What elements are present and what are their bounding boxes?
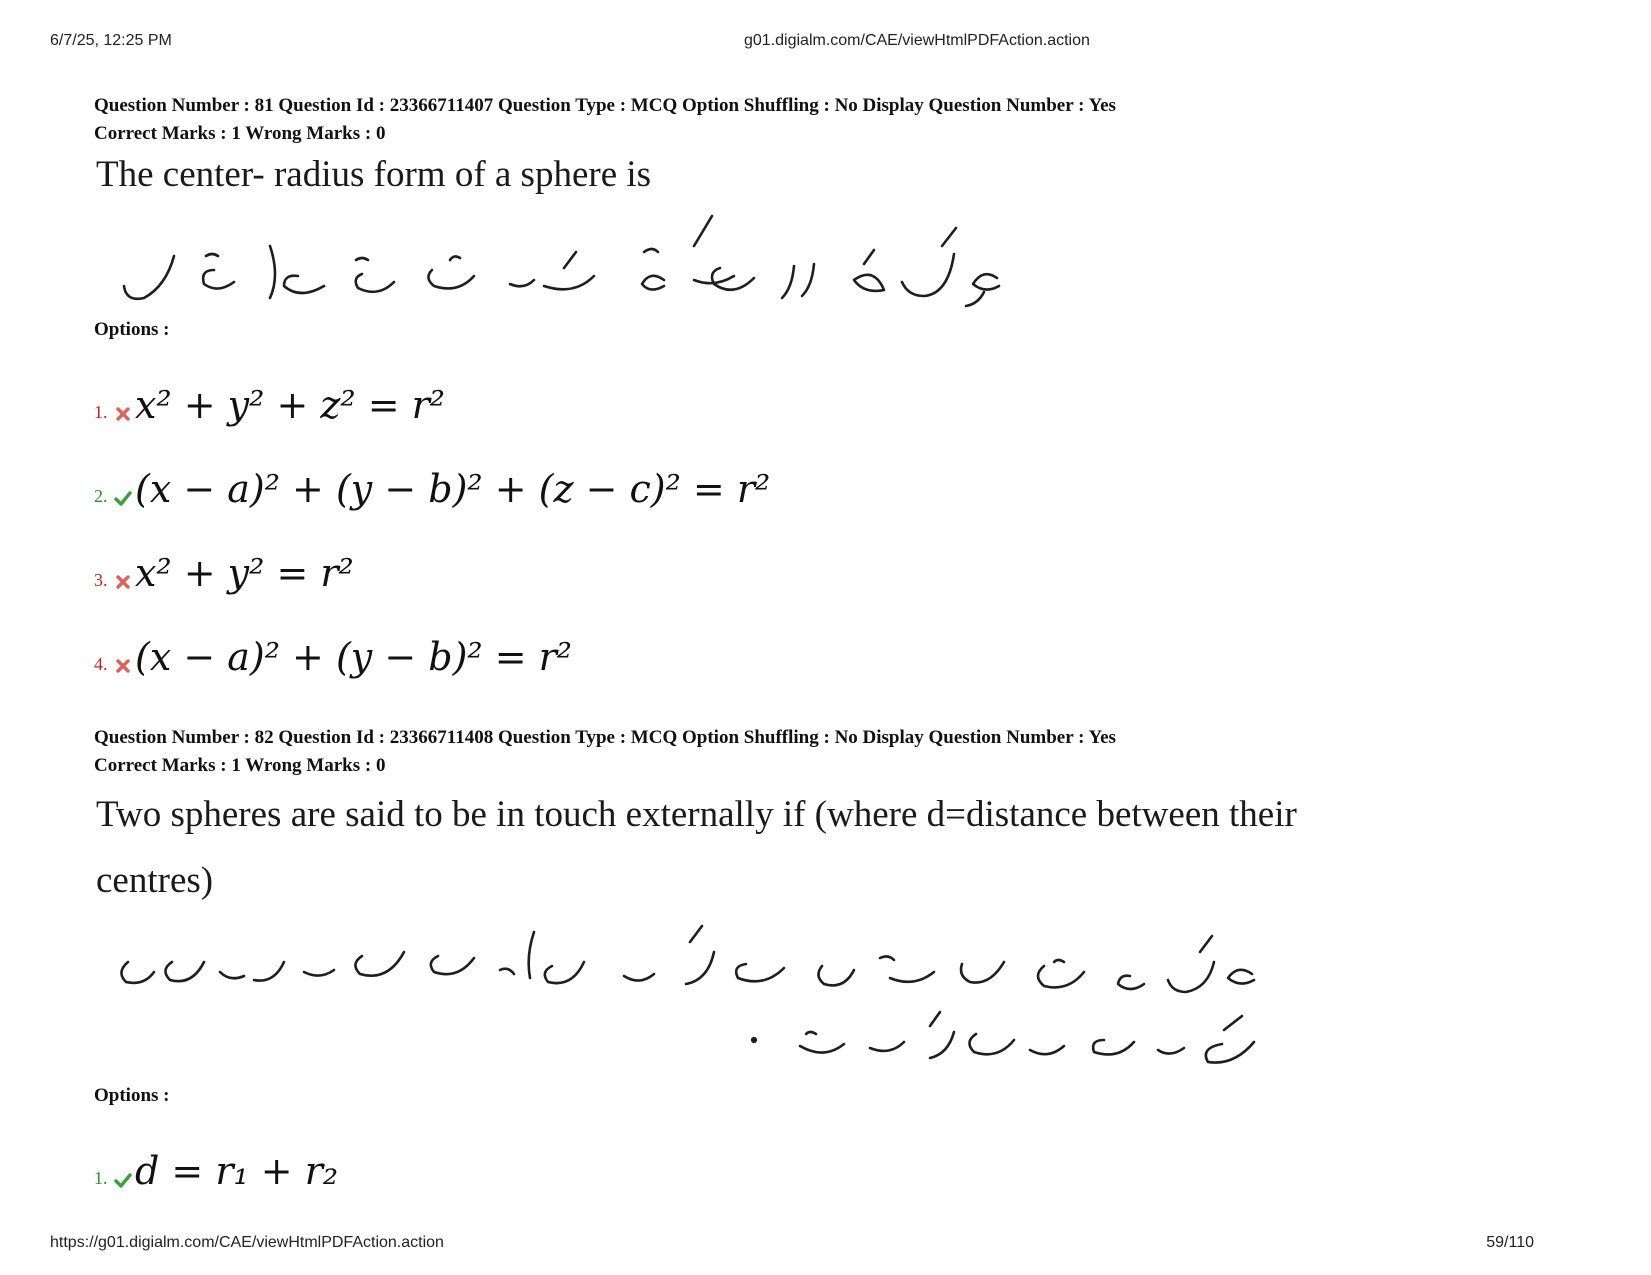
page-number: 59/110 — [1486, 1234, 1534, 1251]
options-label: Options : — [94, 1085, 170, 1106]
option-formula: x² + y² = r² — [135, 551, 354, 595]
question-marks: Correct Marks : 1 Wrong Marks : 0 — [94, 123, 386, 144]
question-meta: Question Number : 82 Question Id : 23366711408 Question Type : MCQ Option Shuffling : No Display Question Number : Yes — [94, 727, 1116, 748]
option-number: 3. — [94, 570, 108, 590]
question-81 — [94, 92, 1514, 680]
option-number: 4. — [94, 654, 108, 674]
question-meta: Question Number : 81 Question Id : 23366711407 Question Type : MCQ Option Shuffling : No Display Question Number : Yes — [94, 95, 1116, 116]
check-icon — [114, 490, 132, 506]
option-formula: (x − a)² + (y − b)² = r² — [135, 635, 573, 679]
cross-icon — [114, 406, 132, 422]
question-82 — [94, 724, 1514, 1194]
footer-url: https://g01.digialm.com/CAE/viewHtmlPDFAction.action — [50, 1234, 444, 1251]
option-number: 1. — [94, 1168, 108, 1188]
question-text — [96, 782, 1514, 914]
cross-icon — [114, 658, 132, 674]
option-1 — [94, 344, 1514, 428]
urdu-handwriting-image — [94, 206, 1054, 316]
option-1 — [94, 1110, 1514, 1194]
question-marks: Correct Marks : 1 Wrong Marks : 0 — [94, 755, 386, 776]
option-4 — [94, 596, 1514, 680]
option-2 — [94, 428, 1514, 512]
question-text-line-1: Two spheres are said to be in touch externally if (where d=distance between their — [96, 794, 1297, 835]
print-datetime: 6/7/25, 12:25 PM — [50, 32, 172, 49]
option-3 — [94, 512, 1514, 596]
options-label: Options : — [94, 319, 170, 340]
check-icon — [114, 1172, 132, 1188]
option-formula: (x − a)² + (y − b)² + (z − c)² = r² — [135, 467, 771, 511]
option-formula: x² + y² + z² = r² — [135, 383, 446, 427]
cross-icon — [114, 574, 132, 590]
urdu-handwriting-image — [94, 922, 1314, 1082]
question-text: The center- radius form of a sphere is — [96, 154, 652, 195]
print-url: g01.digialm.com/CAE/viewHtmlPDFAction.action — [744, 32, 1090, 49]
option-formula: d = r₁ + r₂ — [135, 1149, 339, 1193]
question-text-line-2: centres) — [96, 860, 214, 901]
option-number: 2. — [94, 486, 108, 506]
option-number: 1. — [94, 402, 108, 422]
